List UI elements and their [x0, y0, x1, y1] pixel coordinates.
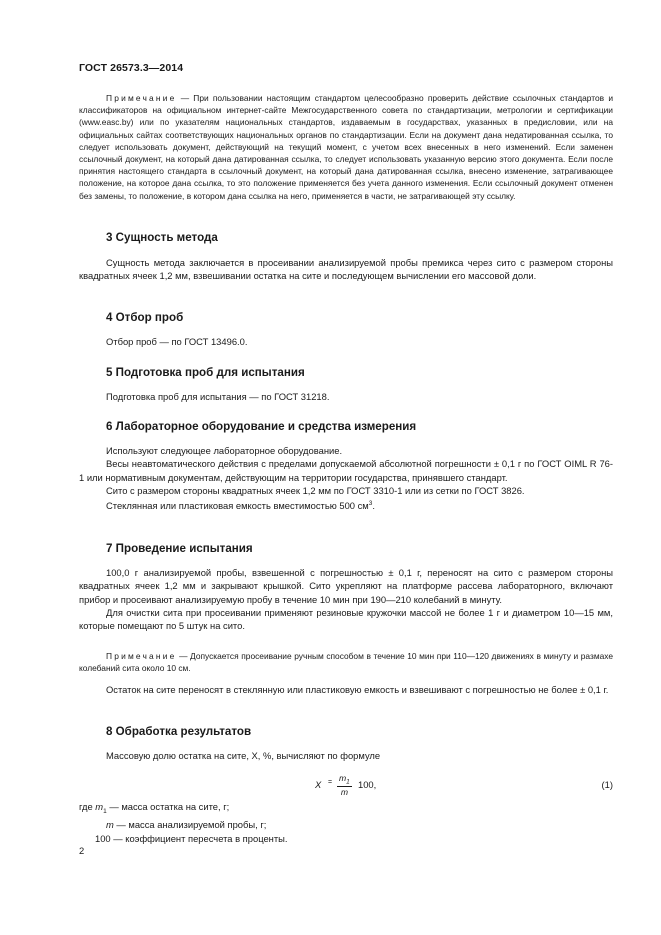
section-7-p3-wrap: [79, 683, 613, 696]
legend-symbol: m: [106, 819, 114, 831]
section-3-body: [79, 256, 613, 283]
legend-text: — масса остатка на сите, г;: [106, 801, 230, 812]
section-6-p4-end: .: [372, 500, 375, 512]
formula-num-sub: 1: [346, 778, 350, 786]
section-6-p4: [79, 497, 613, 512]
formula-fraction: [337, 773, 352, 797]
section-5-text: Подготовка проб для испытания — по ГОСТ 31218.: [106, 391, 330, 402]
legend-text: — масса анализируемой пробы, г;: [113, 819, 267, 831]
section-6-p2: Весы неавтоматического действия с пределами допускаемой абсолютной погрешности ± 0,1 г по ГОСТ OIML R 76-1 или нормативным документам, действующим на территории государства, принявшего стандарт.: [79, 458, 613, 483]
formula-lhs: X: [315, 779, 322, 790]
section-8-title: 8 Обработка результатов: [106, 725, 252, 738]
section-6-body: [79, 444, 613, 513]
section-6-p1: Используют следующее лабораторное оборудование.: [106, 445, 343, 456]
legend-symbol: m: [95, 801, 104, 812]
section-3-title: 3 Сущность метода: [106, 231, 218, 244]
formula-1: [79, 773, 613, 803]
note-text: — При пользовании настоящим стандартом целесообразно проверить действие ссылочных стандартов и классификаторов на официальном интернет-сайте Межгосударственного совета по стандартизации, метрологии и сертификации (www.easc.by) или по указателям национальных стандартов, издаваемым в государствах, указанных в предисловии, или на официальных сайтах соответствующих национальных органов по стандартизации. Если на документ дана недатированная ссылка, то следует использовать документ, действующий на текущий момент, с учетом всех внесенных в него изменений. Если заменен ссылочный документ, на который дана датированная ссылка, то следует использовать указанную версию этого документа. Если после принятия настоящего стандарта в ссылочный документ, на который дана датированная ссылка, внесено изменение, затрагивающее положение, на которое дана ссылка, то это положение применяется без учета данного изменения. Если ссылочный документ отменен без замены, то положение, в котором дана ссылка на него, применяется в части, не затрагивающей эту ссылку.: [79, 93, 613, 201]
formula-eq: =: [328, 779, 333, 786]
section-6-p4-text: Стеклянная или пластиковая емкость вместимостью 500 см: [106, 500, 369, 512]
formula-factor: 100,: [358, 779, 377, 790]
legend-text: — коэффициент пересчета в проценты.: [110, 832, 288, 844]
section-4-body: [79, 335, 613, 348]
section-4-text: Отбор проб — по ГОСТ 13496.0.: [106, 336, 248, 347]
formula-numerator: [337, 773, 352, 787]
section-3-text: Сущность метода заключается в просеивании анализируемой пробы премикса через сито с размером стороны квадратных ячеек 1,2 мм, взвешивании остатка на сите и последующем вычислении его массовой доли.: [79, 257, 613, 282]
section-6-p4-sup: 3: [368, 500, 373, 508]
section-6-p3: Сито с размером стороны квадратных ячеек 1,2 мм по ГОСТ 3310-1 или из сетки по ГОСТ 3826.: [106, 484, 525, 496]
legend-symbol: 100: [95, 832, 111, 844]
legend-prefix: где: [79, 801, 96, 812]
formula-legend: [79, 800, 287, 845]
formula-num-sym: m: [339, 773, 347, 783]
section-5-body: [79, 390, 613, 403]
section-7-note: [79, 650, 613, 675]
section-6-title: 6 Лабораторное оборудование и средства измерения: [106, 420, 417, 433]
note-label: Примечание: [106, 93, 177, 103]
section-8-p1: Массовую долю остатка на сите, X, %, вычисляют по формуле: [106, 750, 381, 761]
document-code: ГОСТ 26573.3—2014: [79, 62, 184, 74]
section-7-note-text: — Допускается просеивание ручным способом в течение 10 мин при 110—120 движениях в минуту и размахе колебаний сита около 10 см.: [79, 651, 613, 674]
section-4-title: 4 Отбор проб: [106, 311, 184, 324]
formula-denominator: m: [340, 786, 348, 797]
legend-sub: 1: [103, 807, 107, 815]
formula-number: (1): [601, 779, 613, 790]
legend-row: [79, 832, 287, 846]
legend-row: [79, 818, 287, 832]
section-7-p2: Для очистки сита при просеивании применяют резиновые кружочки массой не более 1 г и диаметром 10—15 мм, которые помещают по 5 штук на сито.: [79, 606, 613, 632]
section-7-p1: 100,0 г анализируемой пробы, взвешенной с погрешностью ± 0,1 г, переносят на сито с размером стороны квадратных ячеек 1,2 мм и закрывают крышкой. Сито укрепляют на платформе рассева лабораторного, включают прибор и просеивают анализируемую пробу в течение 10 мин при 190—210 колебаний в минуту.: [79, 567, 613, 605]
section-7-note-label: Примечание: [106, 651, 177, 661]
reference-note: [79, 92, 613, 202]
section-5-title: 5 Подготовка проб для испытания: [106, 366, 305, 379]
section-7-body: [79, 566, 613, 632]
legend-row: [79, 800, 287, 818]
page-number: 2: [79, 845, 85, 856]
section-7-p3: Остаток на сите переносят в стеклянную или пластиковую емкость и взвешивают с погрешностью не более ± 0,1 г.: [106, 684, 609, 695]
section-7-title: 7 Проведение испытания: [106, 542, 253, 555]
section-8-body: [79, 749, 613, 762]
